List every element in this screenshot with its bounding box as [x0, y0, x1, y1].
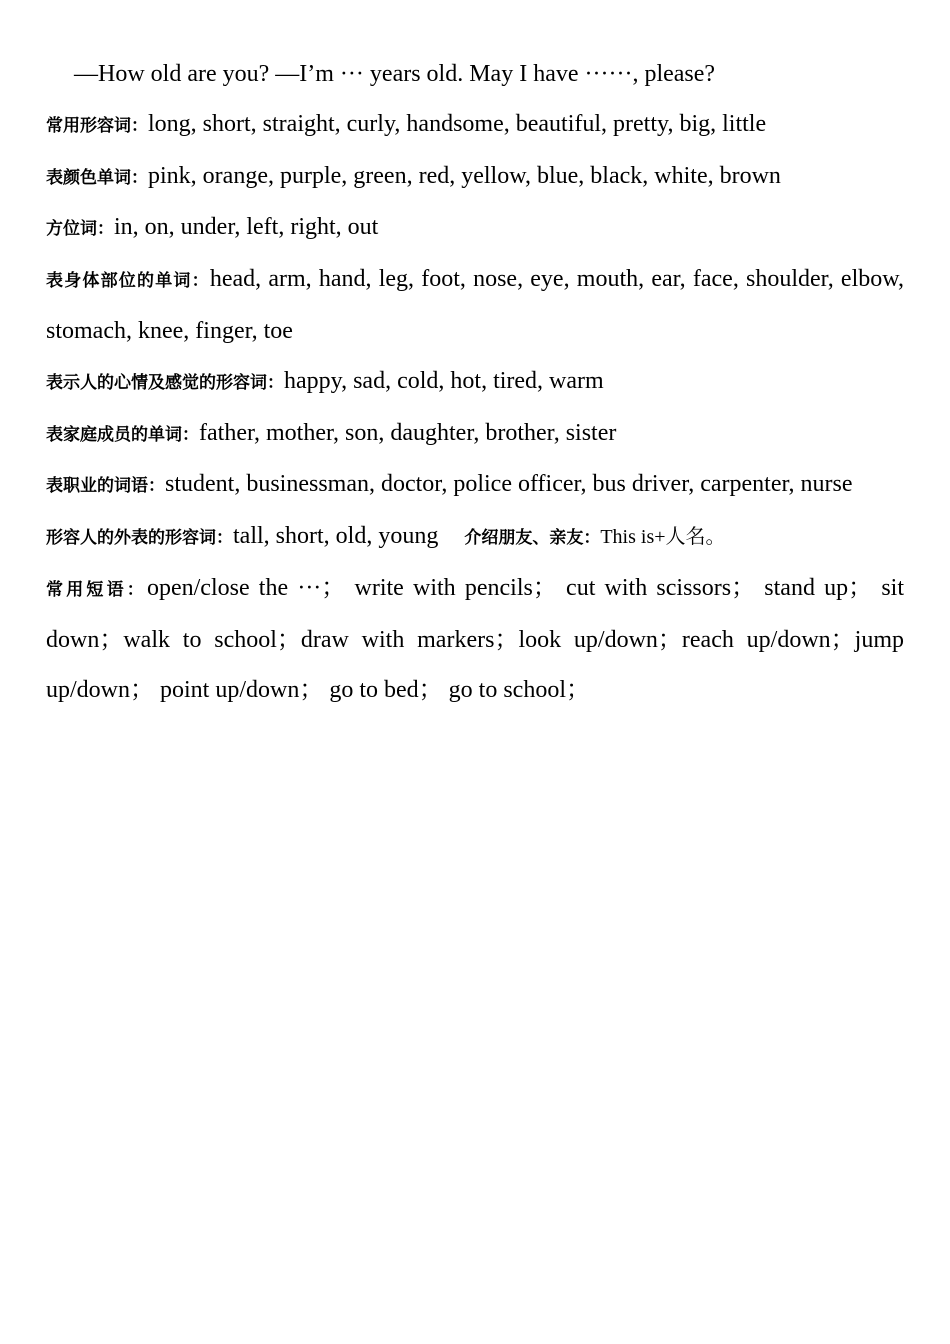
- row-label: 常用形容词：: [46, 115, 148, 136]
- row-feelings: [46, 357, 904, 409]
- row-label: 表家庭成员的单词：: [46, 424, 199, 445]
- row-label: 表示人的心情及感觉的形容词：: [46, 372, 284, 393]
- row-text: happy, sad, cold, hot, tired, warm: [284, 367, 604, 394]
- row-label: 表职业的词语：: [46, 476, 165, 497]
- row-label: 常用短语：: [46, 579, 147, 600]
- row-text: head, arm, hand, leg, foot, nose, eye, mouth, ear, face, shoulder, elbow, stomach, knee, finger, toe: [46, 266, 905, 344]
- row-common-adjectives: [46, 100, 904, 152]
- intro-dialogue: —How old are you? —I’m ··· years old. May I have ······, please?: [74, 61, 716, 87]
- row-occupations: [46, 460, 904, 512]
- row-colors: [46, 152, 904, 204]
- row-body-parts: [46, 255, 904, 357]
- row-label-secondary: 介绍朋友、亲友：: [464, 528, 601, 549]
- row-text: tall, short, old, young: [233, 523, 439, 550]
- row-label: 表颜色单词：: [46, 167, 148, 188]
- row-text: pink, orange, purple, green, red, yellow, blue, black, white, brown: [148, 162, 781, 189]
- row-label: 形容人的外表的形容词：: [46, 528, 233, 549]
- row-text: father, mother, son, daughter, brother, sister: [199, 419, 617, 446]
- row-text: long, short, straight, curly, handsome, beautiful, pretty, big, little: [148, 110, 767, 137]
- row-prepositions: [46, 203, 904, 255]
- row-text: student, businessman, doctor, police officer, bus driver, carpenter, nurse: [165, 471, 853, 498]
- row-label: 方位词：: [46, 219, 114, 240]
- row-family-members: [46, 409, 904, 461]
- row-text-secondary: This is+人名。: [600, 526, 726, 549]
- row-appearance: [46, 512, 904, 564]
- row-common-phrases: [46, 564, 904, 715]
- row-text: in, on, under, left, right, out: [114, 214, 379, 241]
- row-label: 表身体部位的单词：: [46, 271, 210, 292]
- row-text: open/close the ···； write with pencils； cut with scissors； stand up； sit down；walk to school；draw with markers；look up/down；reach up/down；jump up/down； point up/down； go to bed； go to school；: [46, 574, 905, 703]
- document-page: [46, 50, 904, 715]
